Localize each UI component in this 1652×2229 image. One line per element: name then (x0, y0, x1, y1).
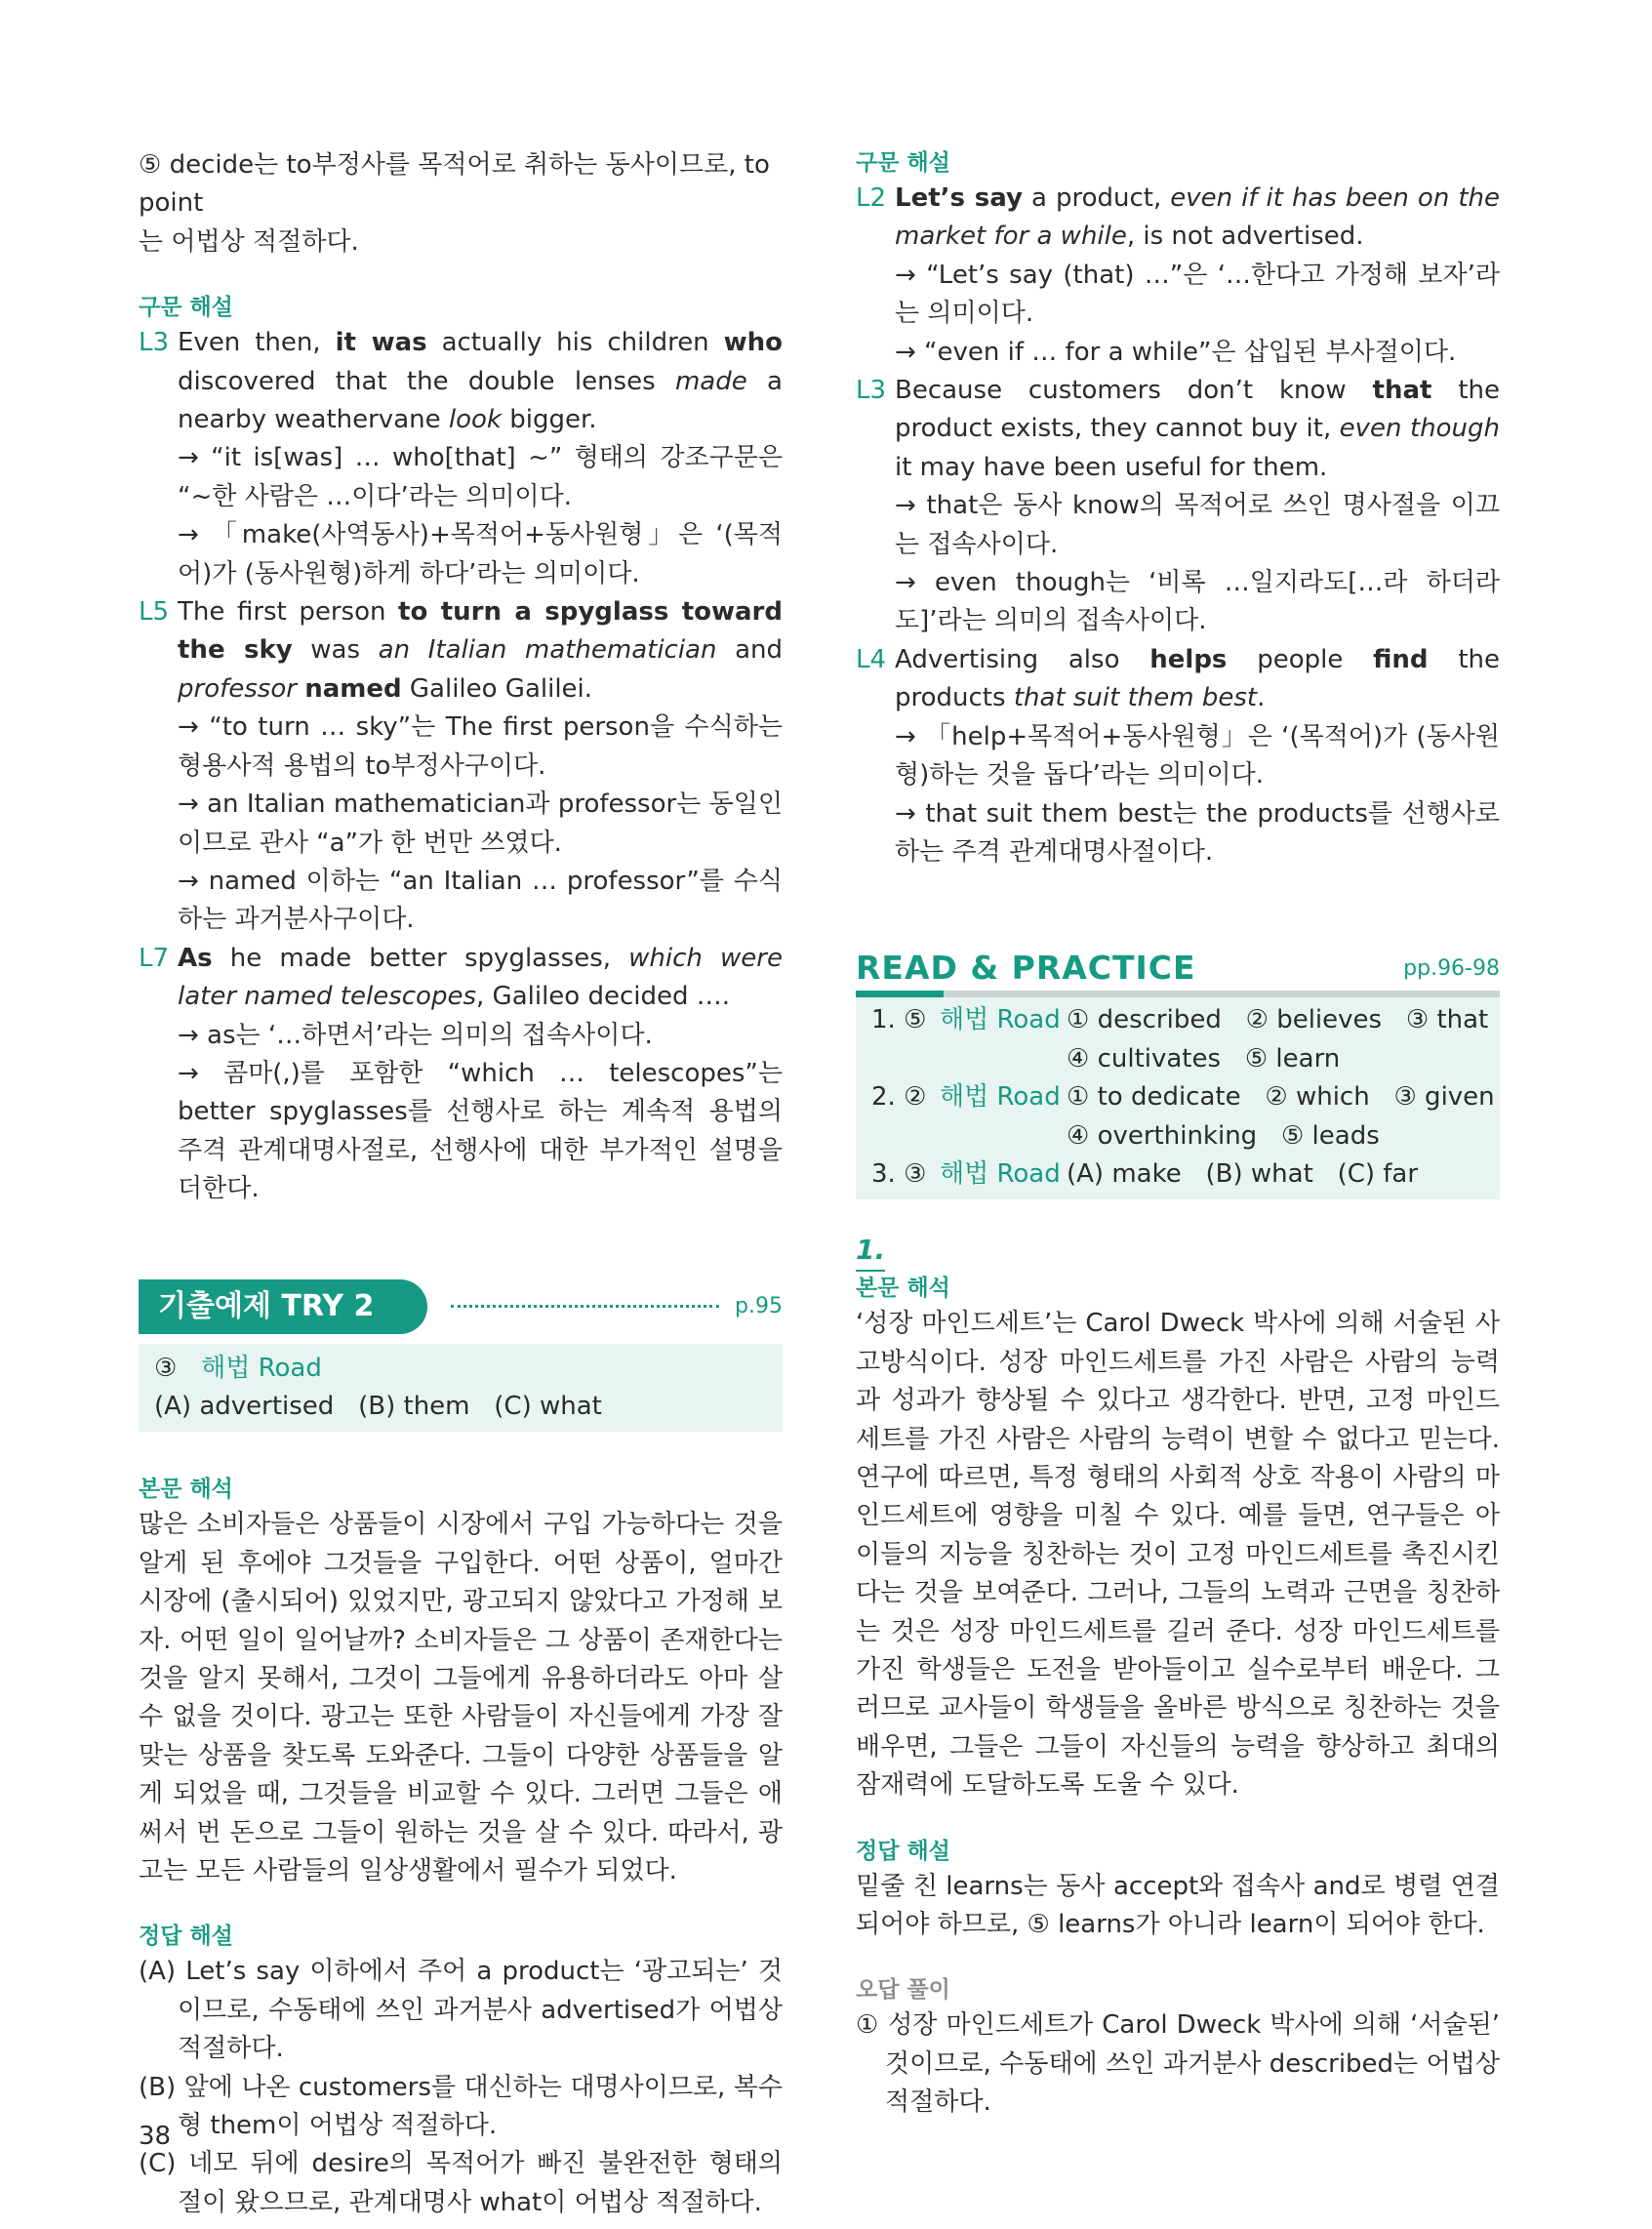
explanation: → 「make(사역동사)+목적어+동사원형」은 ‘(목적어)가 (동사원형)하게 하다’라는 의미이다. (178, 520, 783, 588)
road-label: 해법 Road (940, 1005, 1061, 1035)
explanation: → named 이하는 “an Italian … professor”를 수식하는 과거분사구이다. (178, 866, 783, 935)
explanation: → even though는 ‘비록 …일지라도[…라 하더라도]’라는 의미의 접속사이다. (895, 568, 1500, 636)
try-answer: ③ (154, 1353, 178, 1383)
try-items: (A) advertised (B) them (C) what (154, 1391, 602, 1421)
question-number: 1. (856, 1231, 885, 1272)
body-heading: 본문 해석 (139, 1477, 233, 1503)
intro-line-1: ⑤ decide는 to부정사를 목적어로 취하는 동사이므로, to point (139, 150, 770, 219)
read-practice-header (856, 946, 1500, 987)
syntax-entry-l4: L4 Advertising also helps people find the products that suit them best. (856, 641, 1500, 718)
read-practice-page-ref: pp.96-98 (1403, 956, 1500, 982)
road-label: 해법 Road (940, 1082, 1061, 1113)
explanation: → as는 ‘…하면서’라는 의미의 접속사이다. (178, 1020, 653, 1050)
syntax-entry-l2: L2 Let’s say a product, even if it has been on the market for a while, is not advertised. (856, 180, 1500, 257)
intro-line-2: 는 어법상 적절하다. (139, 226, 359, 257)
answer-heading: 정답 해설 (856, 1838, 950, 1864)
wrong-answer-explanation: ① 성장 마인드세트가 Carol Dweck 박사에 의해 ‘서술된’ 것이므로, 수동태에 쓰인 과거분사 described는 어법상 적절하다. (856, 2010, 1500, 2118)
explanation: → 「help+목적어+동사원형」은 ‘(목적어)가 (동사원형)하는 것을 돕다’라는 의미이다. (895, 721, 1500, 790)
explanation: → “it is[was] … who[that] ~” 형태의 강조구문은 “~한 사람은 …이다’라는 의미이다. (178, 443, 783, 511)
road-label: 해법 Road (940, 1158, 1061, 1189)
line-label: L2 (856, 183, 887, 213)
syntax-entry-l5: L5 The first person to turn a spyglass toward the sky was an Italian mathematician and professor named Galileo Galilei. (139, 593, 783, 709)
answer-heading: 정답 해설 (139, 1924, 233, 1950)
try-page-ref: p.95 (735, 1294, 783, 1319)
answer-c: (C) 네모 뒤에 desire의 목적어가 빠진 불완전한 형태의 절이 왔으므로, 관계대명사 what이 어법상 적절하다. (139, 2149, 783, 2217)
explanation: → that은 동사 know의 목적어로 쓰인 명사절을 이끄는 접속사이다. (895, 491, 1500, 559)
answer-explanation: 밑줄 친 learns는 동사 accept와 접속사 and로 병렬 연결되어야 하므로, ⑤ learns가 아니라 learn이 되어야 한다. (856, 1871, 1500, 1940)
answer-row: 3. ③ 해법 Road (A) make (B) what (C) far (871, 1155, 1484, 1194)
answer-b: (B) 앞에 나온 customers를 대신하는 대명사이므로, 복수형 them이 어법상 적절하다. (139, 2072, 783, 2141)
line-label: L4 (856, 644, 887, 674)
answer-row-cont: ④ cultivates ⑤ learn (1067, 1043, 1341, 1074)
left-column (139, 146, 783, 2222)
explanation: → “to turn … sky”는 The first person을 수식하는 형용사적 용법의 to부정사구이다. (178, 712, 783, 781)
answer-row-cont: ④ overthinking ⑤ leads (1067, 1120, 1380, 1151)
body-heading: 본문 해석 (856, 1276, 950, 1302)
explanation: → that suit them best는 the products를 선행사로 하는 주격 관계대명사절이다. (895, 798, 1500, 867)
line-label: L7 (139, 943, 170, 973)
read-practice-title: READ & PRACTICE (856, 949, 1196, 988)
read-practice-answers (856, 997, 1500, 1199)
line-label: L3 (139, 328, 170, 358)
try-answer-box (139, 1344, 783, 1433)
body-translation: 많은 소비자들은 상품들이 시장에서 구입 가능하다는 것을 알게 된 후에야 그것들을 구입한다. 어떤 상품이, 얼마간 시장에 (출시되어) 있었지만, 광고되지 않았다고 가정해 보자. 어떤 일이 일어날까? 소비자들은 그 상품이 존재한다는 것을 알지 못해서, 그것이 그들에게 유용하더라도 아마 살 수 없을 것이다. 광고는 또한 사람들이 자신들에게 가장 잘 맞는 상품을 찾도록 도와준다. 그들이 다양한 상품들을 알게 되었을 때, 그것들을 비교할 수 있다. 그러면 그들은 애써서 번 돈으로 그들이 원하는 것을 살 수 있다. 따라서, 광고는 모든 사람들의 일상생활에서 필수가 되었다. (139, 1510, 783, 1886)
explanation: → an Italian mathematician과 professor는 동일인이므로 관사 “a”가 한 번만 쓰였다. (178, 790, 783, 858)
line-label: L5 (139, 597, 170, 628)
explanation: → 콤마(,)를 포함한 “which … telescopes”는 better spyglasses를 선행사로 하는 계속적 용법의 주격 관계대명사절로, 선행사에 대한 부가적인 설명을 더한다. (178, 1058, 783, 1204)
page-number: 38 (139, 2122, 172, 2151)
wrong-answer-heading: 오답 풀이 (856, 1977, 950, 2004)
syntax-entry-l7: L7 As he made better spyglasses, which were later named telescopes, Galileo decided …. (139, 940, 783, 1017)
answer-a: (A) Let’s say 이하에서 주어 a product는 ‘광고되는’ 것이므로, 수동태에 쓰인 과거분사 advertised가 어법상 적절하다. (139, 1957, 783, 2064)
syntax-heading: 구문 해설 (856, 150, 950, 176)
explanation: → “Let’s say (that) …”은 ‘…한다고 가정해 보자’라는 의미이다. (895, 260, 1500, 329)
try-title: 기출예제 TRY 2 (139, 1279, 427, 1334)
try-header (139, 1279, 783, 1334)
right-column (856, 146, 1500, 2123)
road-label: 해법 Road (201, 1353, 322, 1383)
dotted-leader (451, 1305, 719, 1308)
syntax-entry-l3: L3 Even then, it was actually his children who discovered that the double lenses made a nearby weathervane look bigger. (139, 324, 783, 439)
syntax-entry-l3: L3 Because customers don’t know that the product exists, they cannot buy it, even though it may have been useful for them. (856, 372, 1500, 487)
header-rule (856, 991, 1500, 997)
answer-row: 2. ② 해법 Road ① to dedicate ② which ③ given (871, 1078, 1484, 1116)
line-label: L3 (856, 376, 887, 406)
body-translation: ‘성장 마인드세트’는 Carol Dweck 박사에 의해 서술된 사고방식이다. 성장 마인드세트를 가진 사람은 사람의 능력과 성과가 향상될 수 있다고 생각한다. 반면, 고정 마인드세트를 가진 사람은 사람의 능력이 변할 수 없다고 믿는다. 연구에 따르면, 특정 형태의 사회적 상호 작용이 사람의 마인드세트에 영향을 미칠 수 있다. 예를 들면, 연구들은 아이들의 지능을 칭찬하는 것이 고정 마인드세트를 촉진시킨다는 것을 보여준다. 그러나, 그들의 노력과 근면을 칭찬하는 것은 성장 마인드세트를 길러 준다. 성장 마인드세트를 가진 학생들은 도전을 받아들이고 실수로부터 배운다. 그러므로 교사들이 학생들을 올바른 방식으로 칭찬하는 것을 배우면, 그들은 그들이 자신들의 능력을 향상하고 최대의 잠재력에 도달하도록 도울 수 있다. (856, 1309, 1500, 1801)
syntax-heading: 구문 해설 (139, 295, 233, 321)
explanation: → “even if … for a while”은 삽입된 부사절이다. (895, 337, 1457, 367)
answer-row: 1. ⑤ 해법 Road ① described ② believes ③ that (871, 1001, 1484, 1039)
